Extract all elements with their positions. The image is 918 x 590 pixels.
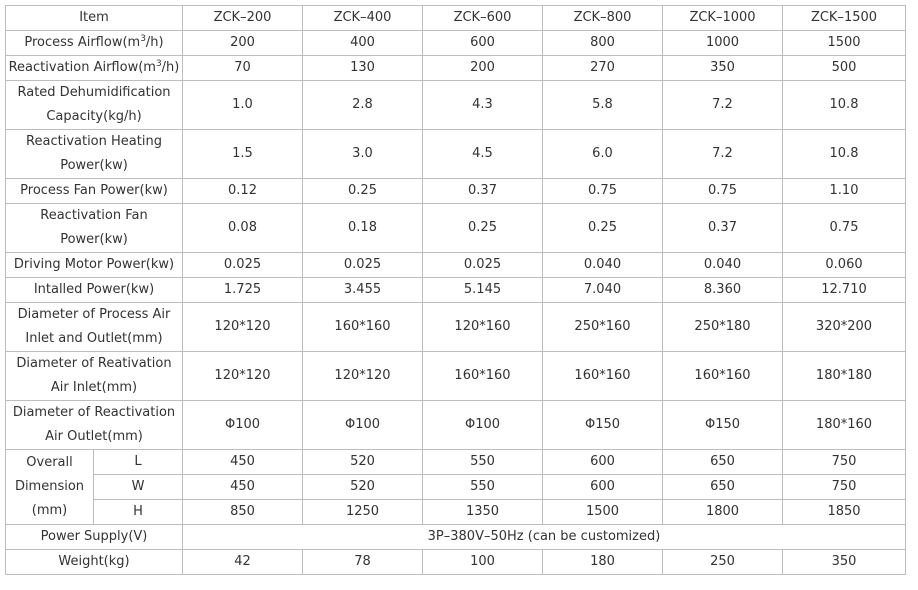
row-label: Process $Airflow(m^3/h)$ [6,31,183,56]
cell-value: 12.710 [783,278,906,303]
cell-value: 1.0 [183,81,303,130]
cell-value: 550 [423,450,543,475]
cell-value: 0.75 [543,179,663,204]
cell-value: 7.2 [663,130,783,179]
row-label: Reactivation Heating Power(kw) [6,130,183,179]
cell-value: 200 [183,31,303,56]
table-row [6,204,906,253]
dimension-axis: W [94,475,183,500]
weight-row [6,550,906,575]
model-header: ZCK–600 [423,6,543,31]
cell-value: 450 [183,450,303,475]
header-row [6,6,906,31]
row-label: Diameter of Reativation Air Inlet(mm) [6,352,183,401]
cell-value: 520 [303,450,423,475]
dimension-label: Overall Dimension (mm) [6,450,94,525]
cell-value: 850 [183,500,303,525]
row-label: Intalled Power(kw) [6,278,183,303]
model-header: ZCK–1500 [783,6,906,31]
cell-value: 0.25 [543,204,663,253]
cell-value: 10.8 [783,130,906,179]
cell-value: 1.10 [783,179,906,204]
model-header: ZCK–400 [303,6,423,31]
cell-value: 160*160 [423,352,543,401]
row-label: Weight(kg) [6,550,183,575]
cell-value: 250*180 [663,303,783,352]
cell-value: 0.18 [303,204,423,253]
model-header: ZCK–800 [543,6,663,31]
cell-value: 0.025 [423,253,543,278]
cell-value: 180 [543,550,663,575]
cell-value: 6.0 [543,130,663,179]
cell-value: 750 [783,450,906,475]
dimension-row [6,450,906,475]
dimension-row [6,500,906,525]
cell-value: Φ100 [303,401,423,450]
cell-value: 70 [183,56,303,81]
cell-value: 1850 [783,500,906,525]
cell-value: Φ100 [183,401,303,450]
cell-value: 4.5 [423,130,543,179]
cell-value: Φ150 [663,401,783,450]
cell-value: 650 [663,450,783,475]
cell-value: 0.040 [543,253,663,278]
cell-value: 0.37 [423,179,543,204]
cell-value: 600 [423,31,543,56]
cell-value: 120*160 [423,303,543,352]
cell-value: 0.75 [663,179,783,204]
cell-value: 1500 [783,31,906,56]
cell-value: 250*160 [543,303,663,352]
cell-value: 120*120 [303,352,423,401]
cell-value: Φ150 [543,401,663,450]
model-header: ZCK–1000 [663,6,783,31]
cell-value: 5.8 [543,81,663,130]
cell-value: 0.060 [783,253,906,278]
table-row [6,303,906,352]
item-header: Item [6,6,183,31]
cell-value: 7.040 [543,278,663,303]
table-row [6,401,906,450]
power-supply-row [6,525,906,550]
cell-value: 160*160 [303,303,423,352]
cell-value: 500 [783,56,906,81]
row-label: Driving Motor Power(kw) [6,253,183,278]
table-row [6,278,906,303]
table-row [6,130,906,179]
row-label: Reactivation Fan Power(kw) [6,204,183,253]
cell-value: 180*180 [783,352,906,401]
row-label: Diameter of Reactivation Air Outlet(mm) [6,401,183,450]
cell-value: 120*120 [183,303,303,352]
cell-value: 1800 [663,500,783,525]
cell-value: 0.025 [183,253,303,278]
row-label: Process Fan Power(kw) [6,179,183,204]
cell-value: 0.75 [783,204,906,253]
cell-value: Φ100 [423,401,543,450]
cell-value: 350 [663,56,783,81]
power-supply-value: 3P–380V–50Hz (can be customized) [183,525,906,550]
cell-value: 0.37 [663,204,783,253]
cell-value: 320*200 [783,303,906,352]
cell-value: 0.25 [423,204,543,253]
row-label: Diameter of Process Air Inlet and Outlet(mm) [6,303,183,352]
cell-value: 100 [423,550,543,575]
row-label: Reactivation $Airflow(m^3/h)$ [6,56,183,81]
cell-value: 1.5 [183,130,303,179]
cell-value: 200 [423,56,543,81]
cell-value: 3.0 [303,130,423,179]
cell-value: 180*160 [783,401,906,450]
table-row [6,81,906,130]
cell-value: 120*120 [183,352,303,401]
model-header: ZCK–200 [183,6,303,31]
cell-value: 800 [543,31,663,56]
cell-value: 1350 [423,500,543,525]
cell-value: 1000 [663,31,783,56]
cell-value: 520 [303,475,423,500]
row-label: Rated Dehumidification Capacity(kg/h) [6,81,183,130]
cell-value: 1250 [303,500,423,525]
dimension-axis: L [94,450,183,475]
table-row [6,56,906,81]
cell-value: 0.025 [303,253,423,278]
cell-value: 250 [663,550,783,575]
cell-value: 130 [303,56,423,81]
cell-value: 0.040 [663,253,783,278]
cell-value: 350 [783,550,906,575]
cell-value: 3.455 [303,278,423,303]
table-row [6,31,906,56]
cell-value: 5.145 [423,278,543,303]
cell-value: 600 [543,475,663,500]
cell-value: 160*160 [543,352,663,401]
cell-value: 78 [303,550,423,575]
table-row [6,253,906,278]
cell-value: 750 [783,475,906,500]
cell-value: 650 [663,475,783,500]
cell-value: 600 [543,450,663,475]
dimension-row [6,475,906,500]
cell-value: 0.25 [303,179,423,204]
cell-value: 450 [183,475,303,500]
cell-value: 4.3 [423,81,543,130]
cell-value: 2.8 [303,81,423,130]
spec-table [5,5,906,575]
cell-value: 1.725 [183,278,303,303]
cell-value: 550 [423,475,543,500]
cell-value: 400 [303,31,423,56]
cell-value: 160*160 [663,352,783,401]
table-row [6,179,906,204]
cell-value: 10.8 [783,81,906,130]
dimension-axis: H [94,500,183,525]
cell-value: 42 [183,550,303,575]
row-label: Power Supply(V) [6,525,183,550]
cell-value: 0.08 [183,204,303,253]
cell-value: 7.2 [663,81,783,130]
cell-value: 270 [543,56,663,81]
cell-value: 1500 [543,500,663,525]
table-row [6,352,906,401]
cell-value: 0.12 [183,179,303,204]
cell-value: 8.360 [663,278,783,303]
